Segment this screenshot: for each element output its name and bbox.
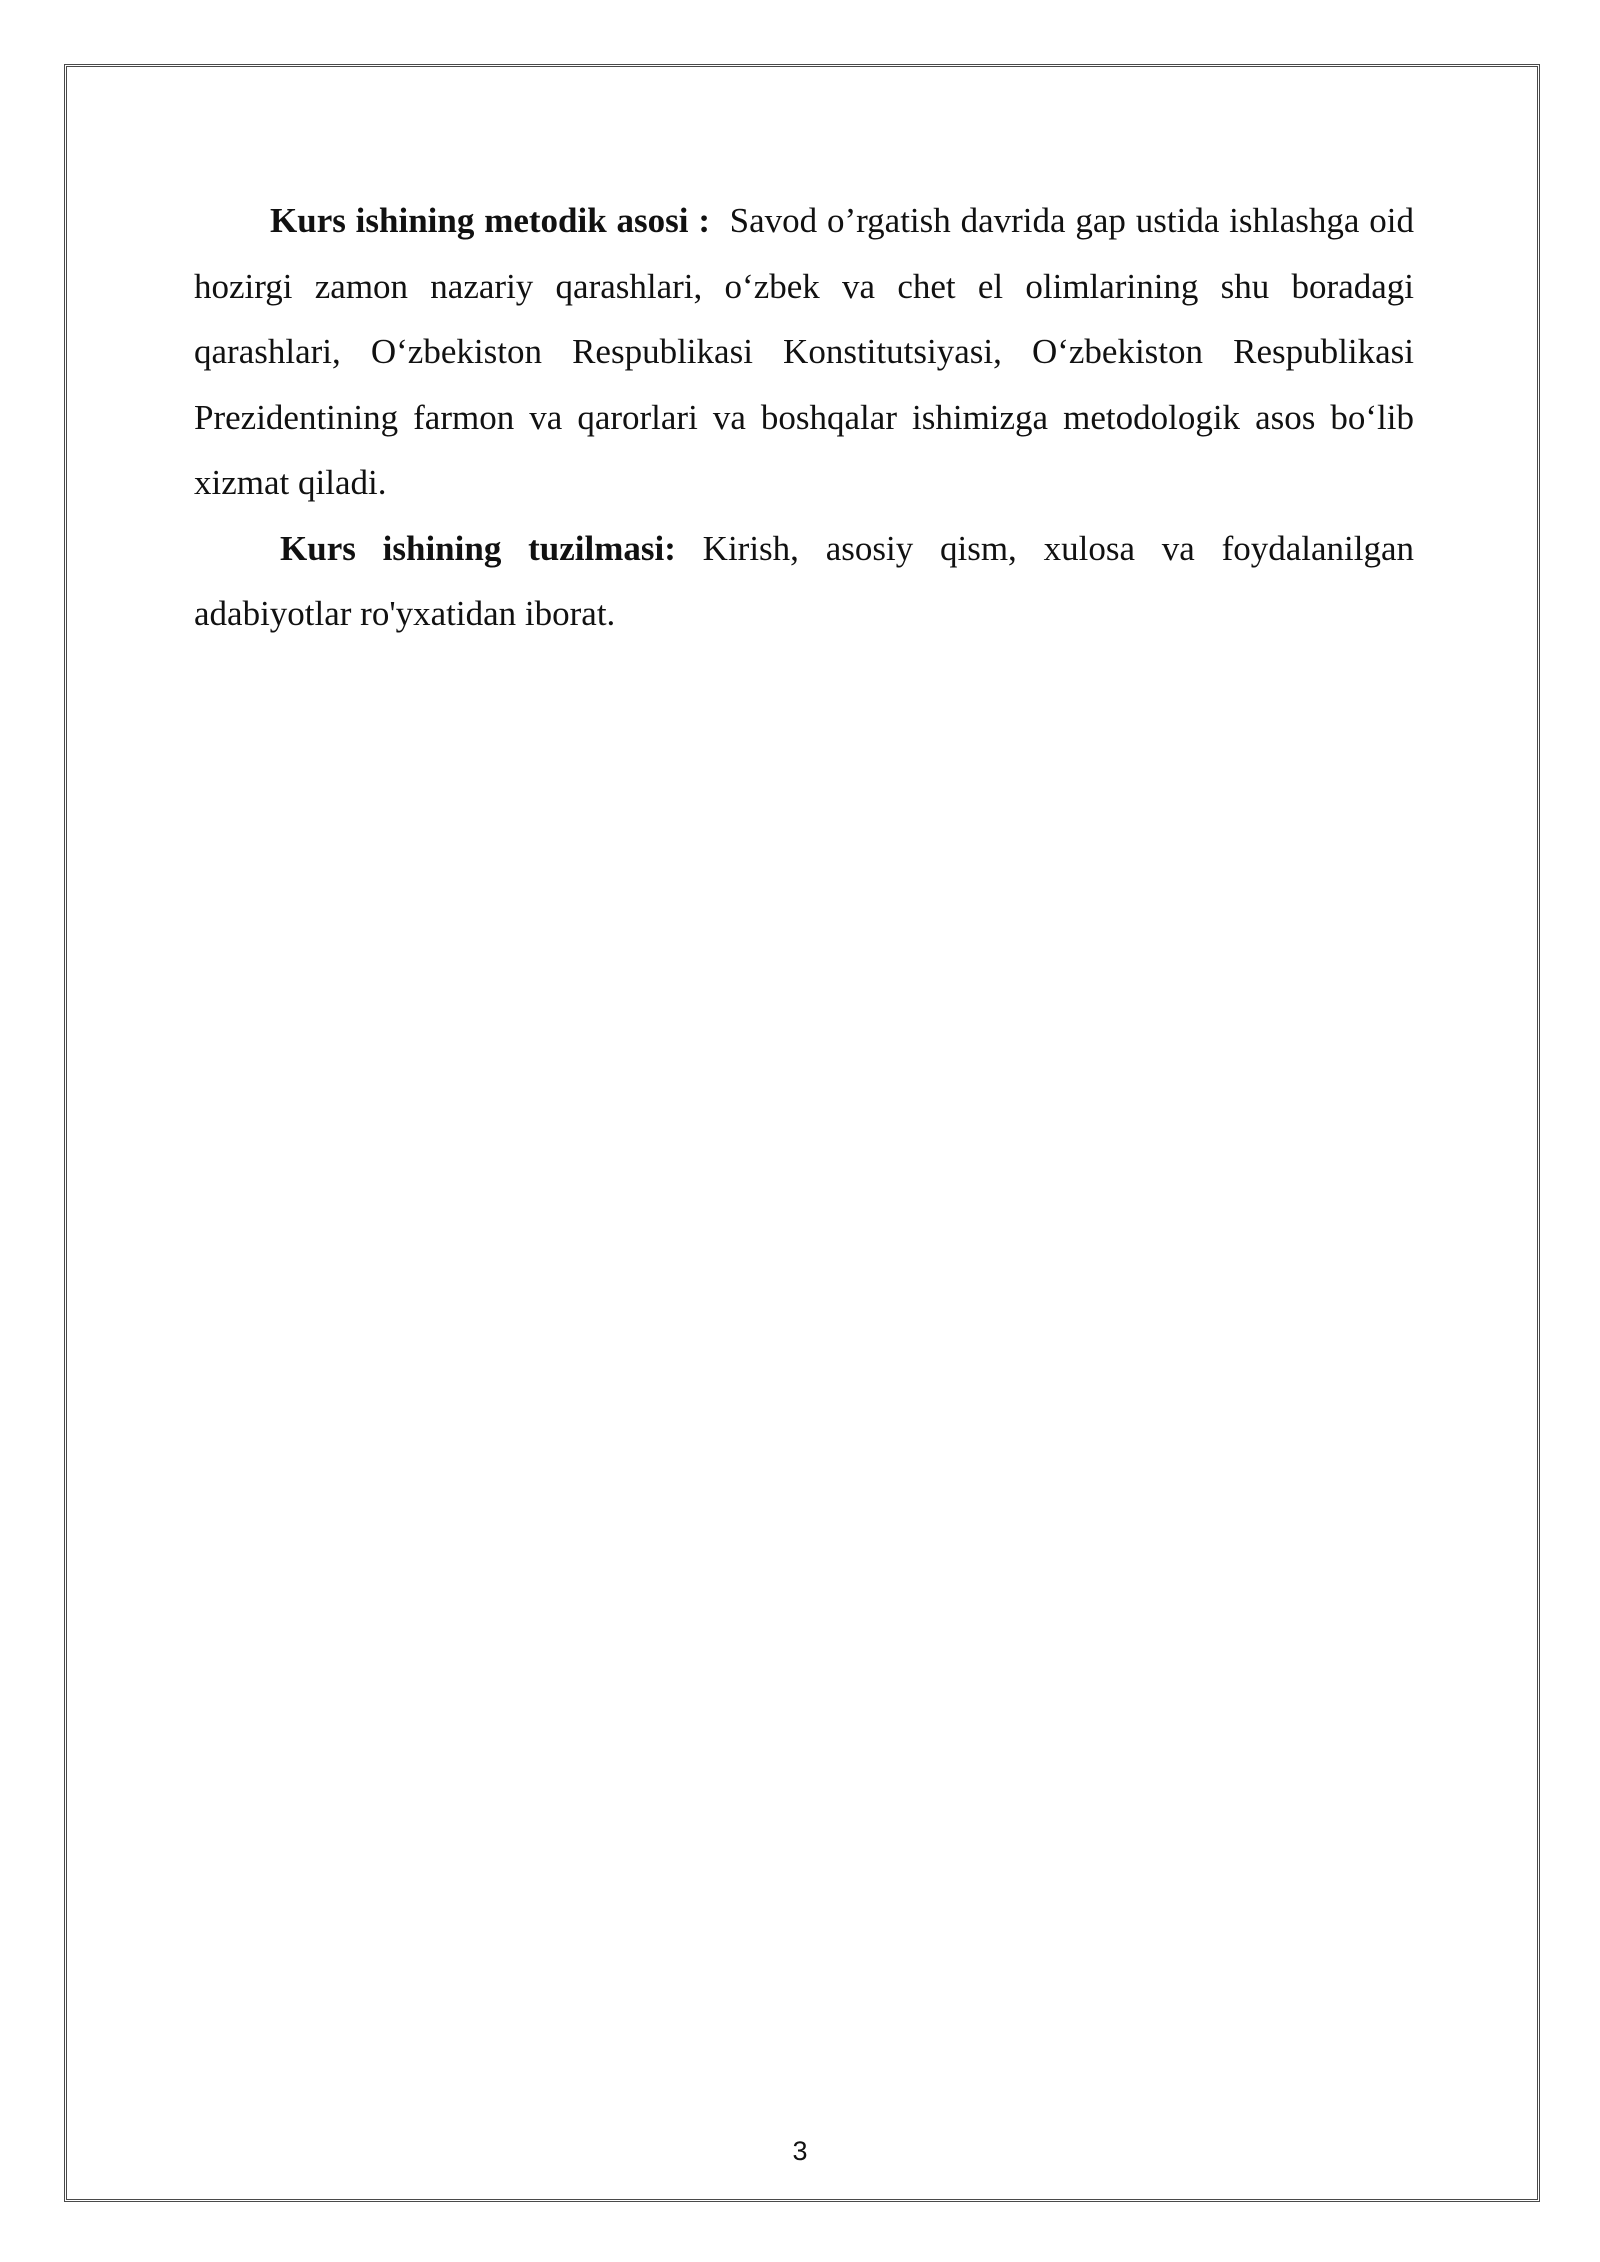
- document-body: [194, 188, 1414, 647]
- structure-paragraph: [194, 516, 1414, 647]
- structure-text: Kirish, asosiy qism, xulosa va foydalanilgan adabiyotlar ro'yxatidan iborat.: [194, 528, 1415, 633]
- methodology-text: Savod o’rgatish davrida gap ustida ishlashga oid hozirgi zamon nazariy qarashlari, o‘zbek va chet el olimlarining shu boradagi qarashlari, O‘zbekiston Respublikasi Konstitutsiyasi, O‘zbekiston Respublikasi Prezidentining farmon va qarorlari va boshqalar ishimizga metodologik asos bo‘lib xizmat qiladi.: [194, 201, 1414, 502]
- methodology-paragraph: [194, 188, 1414, 516]
- structure-heading: Kurs ishining tuzilmasi:: [280, 528, 676, 568]
- page-number: 3: [792, 2136, 808, 2166]
- methodology-heading: Kurs ishining metodik asosi :: [270, 201, 710, 240]
